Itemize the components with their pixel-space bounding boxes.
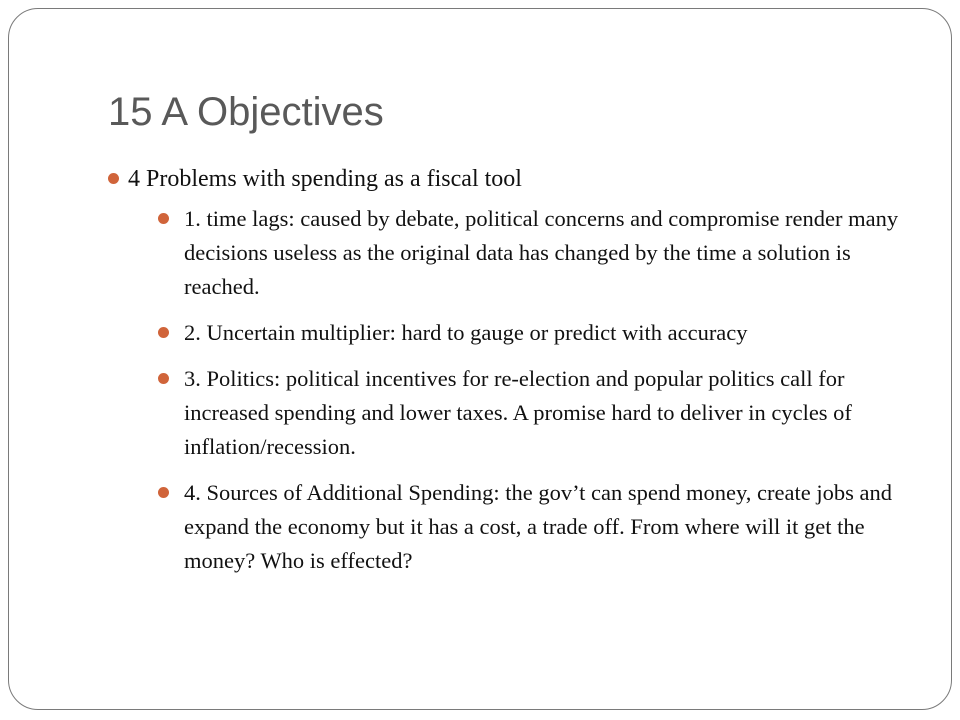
bullet-dot-icon [158, 373, 169, 384]
sub-bullet-politics [158, 362, 908, 464]
bullet-dot-icon [158, 213, 169, 224]
bullet-main-topic [108, 162, 908, 578]
sub-bullet-list [128, 202, 908, 578]
sub-bullet-text: 1. time lags: caused by debate, political concerns and compromise render many decisions useless as the original data has changed by the time a solution is reached. [184, 206, 899, 299]
slide-title: 15 A Objectives [108, 90, 384, 134]
sub-bullet-uncertain-multiplier [158, 316, 908, 350]
sub-bullet-text: 3. Politics: political incentives for re-election and popular politics call for increased spending and lower taxes. A promise hard to deliver in cycles of inflation/recession. [184, 366, 852, 459]
bullet-list [108, 162, 908, 590]
sub-bullet-time-lags [158, 202, 908, 304]
bullet-dot-icon [108, 173, 119, 184]
bullet-main-topic-text: 4 Problems with spending as a fiscal tool [128, 166, 522, 192]
sub-bullet-text: 2. Uncertain multiplier: hard to gauge or predict with accuracy [184, 320, 748, 345]
sub-bullet-sources-of-spending [158, 476, 908, 578]
bullet-dot-icon [158, 327, 169, 338]
sub-bullet-text: 4. Sources of Additional Spending: the gov’t can spend money, create jobs and expand the economy but it has a cost, a trade off. From where will it get the money? Who is effected? [184, 480, 892, 573]
bullet-dot-icon [158, 487, 169, 498]
